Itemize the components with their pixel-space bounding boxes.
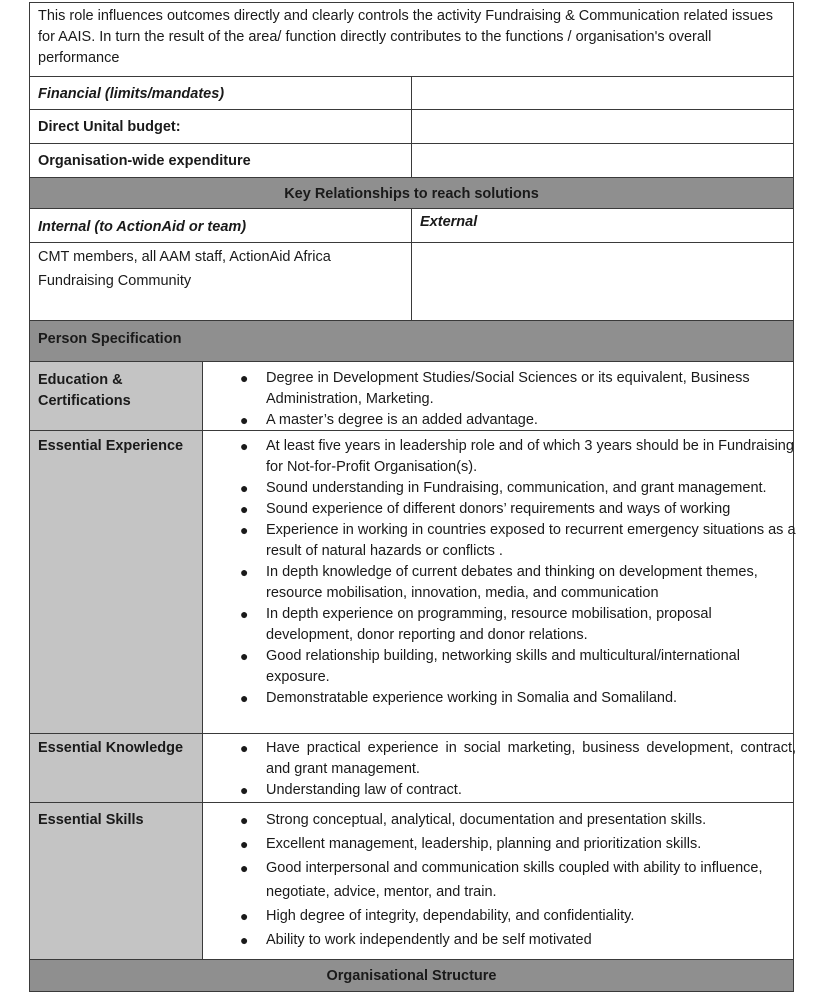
bullet-icon: ●: [240, 908, 249, 924]
bullet-icon: ●: [240, 932, 249, 948]
key-relationships-title: Key Relationships to reach solutions: [284, 186, 539, 202]
list-item: ● Good relationship building, networking skills and multicultural/international exposure.: [240, 648, 740, 685]
list-item: ● In depth knowledge of current debates and thinking on development themes, resource mobilisation, innovation, media, and communication: [240, 564, 758, 601]
list-item: ● Strong conceptual, analytical, documentation and presentation skills.: [236, 808, 796, 832]
experience-list: [236, 436, 796, 709]
internal-content: CMT members, all AAM staff, ActionAid Africa Fundraising Community: [38, 249, 331, 289]
bullet-icon: ●: [240, 860, 249, 876]
bullet-icon: ●: [240, 782, 249, 798]
education-list: [236, 368, 796, 431]
knowledge-label: Essential Knowledge: [38, 740, 184, 756]
list-item: ● Have practical experience in social marketing, business development, contract, and grant management.: [240, 740, 796, 777]
list-item: ● Experience in working in countries exposed to recurrent emergency situations as a result of natural hazards or conflicts .: [240, 522, 796, 559]
list-item: ● Ability to work independently and be self motivated: [236, 928, 796, 952]
bullet-icon: ●: [240, 606, 249, 622]
experience-label: Essential Experience: [38, 438, 184, 454]
financial-heading-value-cell: [411, 76, 794, 110]
internal-label: Internal (to ActionAid or team): [38, 219, 247, 235]
list-item: ● Sound experience of different donors’ requirements and ways of working: [236, 499, 796, 520]
person-spec-title: Person Specification: [38, 331, 182, 347]
list-item: ● Good interpersonal and communication skills coupled with ability to influence, negotiate, advice, mentor, and train.: [236, 856, 796, 904]
org-expenditure-label: Organisation-wide expenditure: [38, 153, 251, 169]
intro-text: This role influences outcomes directly and clearly controls the activity Fundraising & Communication related issues for AAIS. In turn the result of the area/ function directly contributes to the functions / organisation's overall performance: [38, 8, 773, 66]
list-item: ● At least five years in leadership role and of which 3 years should be in Fundraising for Not-for-Profit Organisation(s).: [240, 438, 794, 475]
list-item: ● High degree of integrity, dependability, and confidentiality.: [236, 904, 796, 928]
org-structure-title: Organisational Structure: [326, 968, 497, 984]
bullet-icon: ●: [240, 501, 249, 517]
list-item: ● In depth experience on programming, resource mobilisation, proposal development, donor reporting and donor relations.: [240, 606, 712, 643]
bullet-icon: ●: [240, 812, 249, 828]
bullet-icon: ●: [240, 438, 249, 454]
bullet-icon: ●: [240, 740, 249, 756]
external-content-cell: [411, 242, 794, 321]
knowledge-list: [236, 738, 796, 801]
unital-budget-value-cell: [411, 109, 794, 144]
bullet-icon: ●: [240, 690, 249, 706]
bullet-icon: ●: [240, 370, 249, 386]
bullet-icon: ●: [240, 412, 249, 428]
education-label: Education & Certifications: [38, 372, 131, 409]
list-item: ● Demonstratable experience working in Somalia and Somaliland.: [236, 688, 796, 709]
bullet-icon: ●: [240, 564, 249, 580]
list-item: ● Degree in Development Studies/Social Sciences or its equivalent, Business Administration, Marketing.: [240, 370, 750, 407]
unital-budget-label: Direct Unital budget:: [38, 119, 181, 135]
list-item: ● Understanding law of contract.: [236, 780, 796, 801]
skills-label: Essential Skills: [38, 812, 144, 828]
experience-label-cell: [29, 430, 203, 734]
skills-list: [236, 808, 796, 952]
financial-heading: Financial (limits/mandates): [38, 86, 225, 102]
bullet-icon: ●: [240, 648, 249, 664]
list-item: ● Sound understanding in Fundraising, communication, and grant management.: [236, 478, 796, 499]
bullet-icon: ●: [240, 836, 249, 852]
list-item: ● A master’s degree is an added advantage.: [236, 410, 796, 431]
external-label: External: [420, 214, 478, 230]
list-item: ● Excellent management, leadership, planning and prioritization skills.: [236, 832, 796, 856]
org-expenditure-value-cell: [411, 143, 794, 178]
bullet-icon: ●: [240, 522, 249, 538]
bullet-icon: ●: [240, 480, 249, 496]
